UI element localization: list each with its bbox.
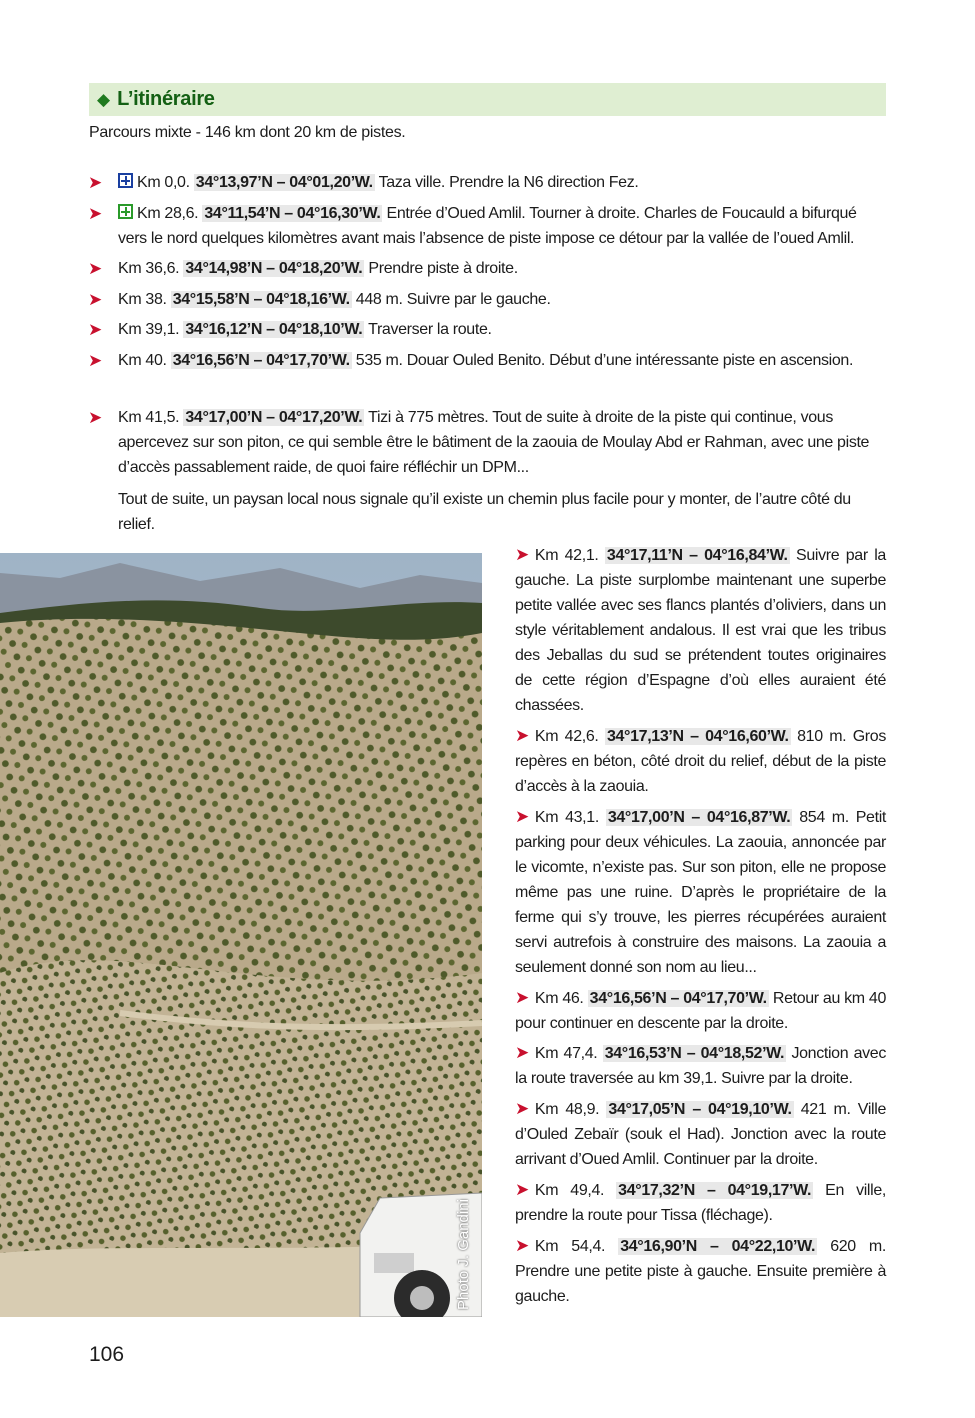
arrow-icon: ➤ xyxy=(515,988,529,1007)
step-text: Suivre par la gauche. La piste surplombe maintenant une superbe petite vallée avec ses flancs plantés d’oliviers, dans un style véritablement andalous. Il est vrai que les tribus des Jeballas du sud se prétendent toutes originaires de cette région d’Espagne d’où elles auraient été chassées. xyxy=(515,547,886,714)
step-text: 448 m. Suivre par le gauche. xyxy=(355,291,551,308)
step-text: 421 m. Ville d’Ouled Zebaïr (souk el Had). Jonction avec la route arrivant d’Oued Amlil. Continuer par la droite. xyxy=(515,1101,886,1168)
step-km: Km 42,1. xyxy=(534,547,599,564)
step-text: Retour au km 40 pour continuer en descente par la droite. xyxy=(515,990,886,1032)
arrow-icon: ➤ xyxy=(515,1043,529,1062)
intro-text: Parcours mixte - 146 km dont 20 km de pistes. xyxy=(89,124,406,141)
step-text: 810 m. Gros repères en béton, côté droit du relief, début de la piste d’accès à la zaouia. xyxy=(515,728,886,795)
step-coordinates: 34°16,56’N – 04°17,70’W. xyxy=(589,990,767,1007)
arrow-icon: ➤ xyxy=(88,290,102,309)
blue-cross-icon xyxy=(118,173,133,188)
route-step xyxy=(88,256,886,281)
arrow-icon: ➤ xyxy=(88,351,102,370)
route-step xyxy=(88,405,886,480)
step-km: Km 36,6. xyxy=(118,260,180,277)
photo-credit: Photo J. Gandini xyxy=(455,1199,472,1310)
step-km: Km 42,6. xyxy=(534,728,599,745)
step-text: 620 m. Prendre une petite piste à gauche. Ensuite première à gauche. xyxy=(515,1238,886,1305)
step-coordinates: 34°16,53’N – 04°18,52’W. xyxy=(604,1045,785,1062)
route-step xyxy=(88,287,886,312)
section-header xyxy=(89,83,886,116)
step-km: Km 43,1. xyxy=(534,809,599,826)
step-text: Traverser la route. xyxy=(368,321,492,338)
arrow-icon: ➤ xyxy=(88,408,102,427)
route-step xyxy=(515,723,886,799)
landscape-photo xyxy=(0,553,482,1317)
route-step xyxy=(88,317,886,342)
step-coordinates: 34°13,97’N – 04°01,20’W. xyxy=(195,174,373,191)
page-number: 106 xyxy=(89,1343,125,1366)
arrow-icon: ➤ xyxy=(515,807,529,826)
route-step xyxy=(515,985,886,1036)
step-text: 854 m. Petit parking pour deux véhicules. La zaouia, annoncée par le vicomte, n’existe pas. Sur son piton, elle ne propose même pas une ruine. D’après le propriétaire de la ferme qui s’y trouve, les pierres récupérées auraient servi autrefois à construire des maisons. La zaouia a seulement donné son nom au lieu... xyxy=(515,809,886,976)
section-title: L’itinéraire xyxy=(117,88,215,110)
arrow-icon: ➤ xyxy=(515,1099,529,1118)
step-coordinates: 34°16,56’N – 04°17,70’W. xyxy=(172,352,350,369)
step-km: Km 41,5. xyxy=(118,409,180,426)
step-coordinates: 34°17,32’N – 04°19,17’W. xyxy=(618,1182,812,1199)
step-coordinates: 34°15,58’N – 04°18,16’W. xyxy=(172,291,350,308)
step-coordinates: 34°17,00’N – 04°17,20’W. xyxy=(185,409,363,426)
arrow-icon: ➤ xyxy=(88,259,102,278)
green-cross-icon xyxy=(118,204,133,219)
step-km: Km 39,1. xyxy=(118,321,180,338)
arrow-icon: ➤ xyxy=(515,545,529,564)
route-step xyxy=(515,1096,886,1172)
step-coordinates: 34°17,11’N – 04°16,84’W. xyxy=(606,547,788,564)
route-step xyxy=(515,542,886,718)
step-text: Jonction avec la route traversée au km 39,1. Suivre par la droite. xyxy=(515,1045,886,1087)
step-km: Km 49,4. xyxy=(534,1182,605,1199)
step-coordinates: 34°14,98’N – 04°18,20’W. xyxy=(185,260,363,277)
route-step xyxy=(515,1040,886,1091)
step-coordinates: 34°17,00’N – 04°16,87’W. xyxy=(607,809,791,826)
step-km: Km 38. xyxy=(118,291,167,308)
step-km: Km 47,4. xyxy=(534,1045,598,1062)
arrow-icon: ➤ xyxy=(515,1180,529,1199)
arrow-icon: ➤ xyxy=(515,726,529,745)
diamond-icon: ◆ xyxy=(97,89,111,109)
step-coordinates: 34°16,90’N – 04°22,10’W. xyxy=(620,1238,816,1255)
route-step xyxy=(88,348,886,373)
step-km: Km 0,0. xyxy=(137,174,190,191)
route-step xyxy=(88,170,886,195)
arrow-icon: ➤ xyxy=(515,1236,529,1255)
step-km: Km 54,4. xyxy=(534,1238,606,1255)
arrow-icon: ➤ xyxy=(88,320,102,339)
route-step xyxy=(515,804,886,980)
step-text: 535 m. Douar Ouled Benito. Début d’une intéressante piste en ascension. xyxy=(355,352,854,369)
step-text: Tizi à 775 mètres. Tout de suite à droite de la piste qui continue, vous apercevez sur son piton, ce qui semble être le bâtiment de la zaouia de Moulay Abd er Rahman, avec une piste d’accès passablement raide, de quoi faire réfléchir un DPM... xyxy=(118,409,870,476)
step-km: Km 28,6. xyxy=(137,205,199,222)
step-km: Km 40. xyxy=(118,352,167,369)
step-coordinates: 34°17,13’N – 04°16,60’W. xyxy=(606,728,789,745)
step-coordinates: 34°16,12’N – 04°18,10’W. xyxy=(185,321,363,338)
arrow-icon: ➤ xyxy=(88,204,102,223)
route-step xyxy=(88,201,886,251)
step-text: En ville, prendre la route pour Tissa (fléchage). xyxy=(515,1182,886,1224)
step-text: Prendre piste à droite. xyxy=(368,260,518,277)
step-coordinates: 34°17,05’N – 04°19,10’W. xyxy=(608,1101,792,1118)
step-text: Taza ville. Prendre la N6 direction Fez. xyxy=(378,174,639,191)
step-coordinates: 34°11,54’N – 04°16,30’W. xyxy=(204,205,381,222)
route-step xyxy=(515,1233,886,1309)
step-text: Entrée d’Oued Amlil. Tourner à droite. Charles de Foucauld a bifurqué vers le nord quelques kilomètres avant mais l’absence de piste impose ce détour par la vallée de l’oued Amlil. xyxy=(118,205,857,247)
step-km: Km 46. xyxy=(534,990,584,1007)
route-step xyxy=(515,1177,886,1228)
note-paragraph: Tout de suite, un paysan local nous signale qu’il existe un chemin plus facile pour y monter, de l’autre côté du relief. xyxy=(118,491,851,533)
step-km: Km 48,9. xyxy=(534,1101,600,1118)
arrow-icon: ➤ xyxy=(88,173,102,192)
